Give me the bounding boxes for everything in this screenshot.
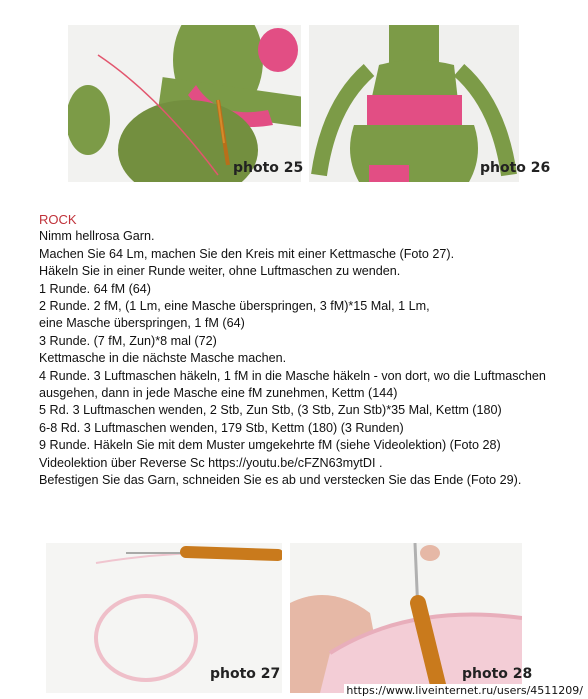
doll-arm-crochet-image [68,25,304,182]
text-line: Videolektion über Reverse Sc https://youtu.be/cFZN63mytDI . [39,455,383,470]
section-title: ROCK [39,212,77,227]
text-line: Nimm hellrosa Garn. [39,229,155,244]
text-line: 6-8 Rd. 3 Luftmaschen wenden, 179 Stb, Kettm (180) (3 Runden) [39,420,404,435]
instructions-text [39,211,579,490]
photo-28-caption: photo 28 [462,666,533,682]
source-watermark[interactable]: https://www.liveinternet.ru/users/4511209/ [346,684,583,697]
text-line: ausgehen, dann in jede Masche eine fM zunehmen, Kettm (144) [39,386,398,401]
text-line: 1 Runde. 64 fM (64) [39,281,152,296]
text-line: 9 Runde. Häkeln Sie mit dem Muster umgekehrte fM (siehe Videolektion) (Foto 28) [39,438,501,453]
doll-body-image [309,25,519,182]
photo-25 [68,25,304,182]
text-line: Machen Sie 64 Lm, machen Sie den Kreis mit einer Kettmasche (Foto 27). [39,246,455,261]
text-line: 4 Runde. 3 Luftmaschen häkeln, 1 fM in die Masche häkeln - von dort, wo die Luftmaschen [39,368,546,383]
text-line: Kettmasche in die nächste Masche machen. [39,351,287,366]
photo-26-caption: photo 26 [480,160,551,176]
photo-26 [309,25,519,182]
text-line: 2 Runde. 2 fM, (1 Lm, eine Masche überspringen, 3 fM)*15 Mal, 1 Lm, [39,299,430,314]
text-line: 3 Runde. (7 fM, Zun)*8 mal (72) [39,333,217,348]
photo-25-caption: photo 25 [233,160,304,176]
text-line: Befestigen Sie das Garn, schneiden Sie es ab und verstecken Sie das Ende (Foto 29). [39,473,522,488]
text-line: eine Masche überspringen, 1 fM (64) [39,316,245,331]
text-line: Häkeln Sie in einer Runde weiter, ohne Luftmaschen zu wenden. [39,264,401,279]
photo-27-caption: photo 27 [210,666,281,682]
text-line: 5 Rd. 3 Luftmaschen wenden, 2 Stb, Zun Stb, (3 Stb, Zun Stb)*35 Mal, Kettm (180) [39,403,502,418]
